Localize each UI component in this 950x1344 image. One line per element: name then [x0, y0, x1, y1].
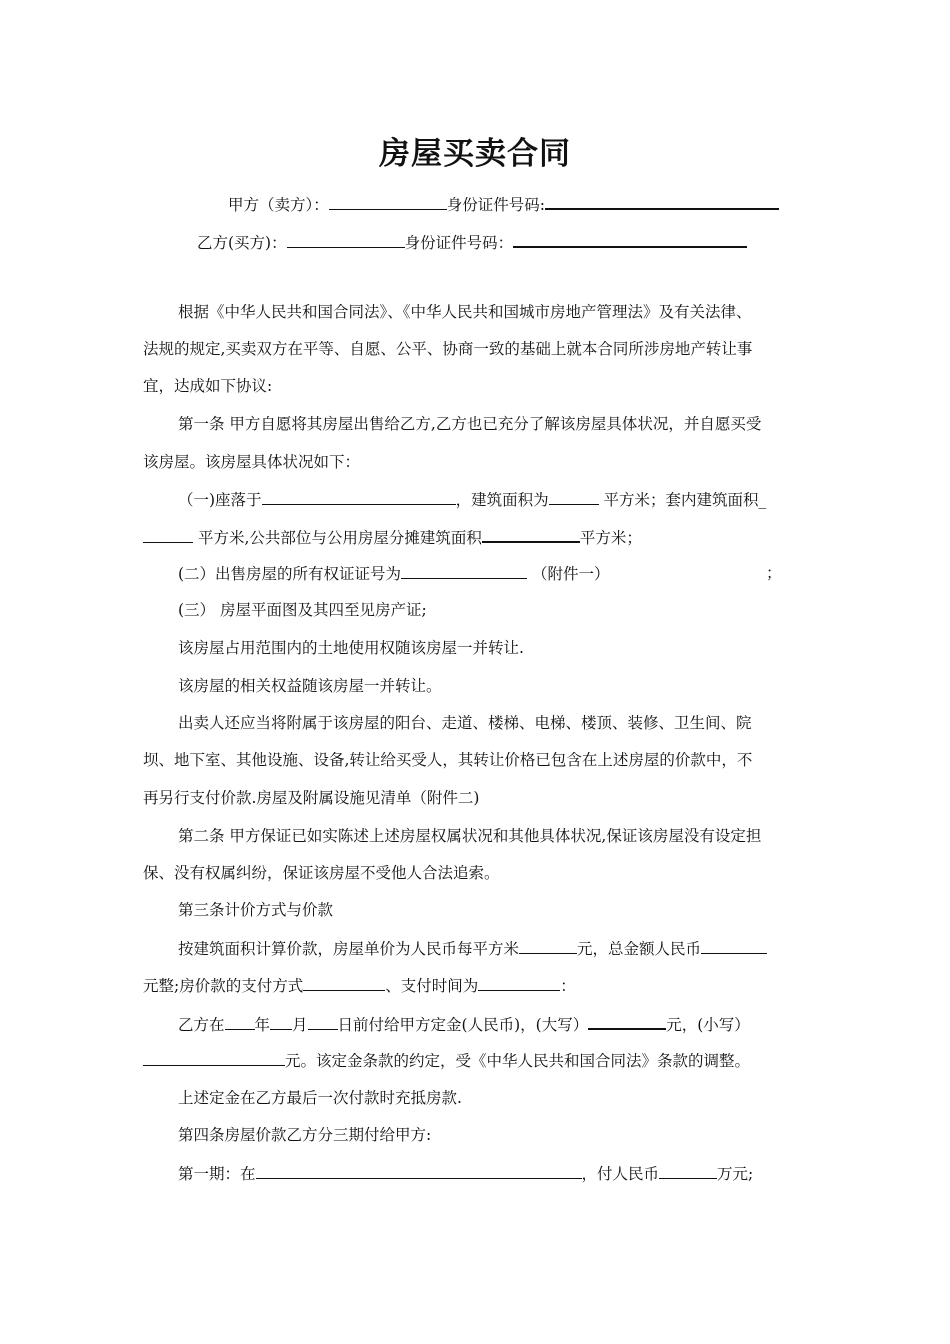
year-label: 年 [254, 1016, 271, 1034]
intro-line-2: 法规的规定,买卖双方在平等、自愿、公平、协商一致的基础上就本合同所涉房地产转让事 [143, 340, 753, 358]
certificate-number-blank[interactable] [401, 563, 527, 579]
total-price-blank[interactable] [701, 938, 767, 954]
inner-area-blank[interactable] [143, 527, 193, 543]
item-1-inner-area-label: 平方米；套内建筑面积_ [603, 491, 767, 509]
month-label: 月 [292, 1016, 308, 1034]
item-2-cert-label: (二）出售房屋的所有权证证号为 [178, 565, 402, 583]
attachments-line-2: 坝、地下室、其他设施、设备,转让给买受人，其转让价格已包含在上述房屋的价款中，不 [143, 751, 753, 769]
item-1-location-label: （一)座落于 [178, 491, 262, 509]
attachments-line-1: 出卖人还应当将附属于该房屋的阳台、走道、楼梯、电梯、楼顶、装修、卫生间、院 [178, 714, 752, 732]
deposit-prefix: 乙方在 [178, 1016, 225, 1034]
article-2-line-2: 保、没有权属纠纷，保证该房屋不受他人合法追索。 [143, 864, 500, 882]
rights-line: 该房屋的相关权益随该房屋一并转让。 [178, 677, 442, 695]
seller-id-label: 身份证件号码: [446, 196, 545, 214]
article-4-heading: 第四条房屋价款乙方分三期付给甲方: [178, 1126, 432, 1144]
article-2-line-1: 第二条 甲方保证已如实陈述上述房屋权属状况和其他具体状况,保证该房屋没有设定担 [178, 827, 762, 845]
payment-time-label: 、支付时间为 [385, 977, 479, 995]
deposit-clause: 元。该定金条款的约定，受《中华人民共和国合同法》条款的调整。 [285, 1052, 751, 1070]
seller-id-blank[interactable] [545, 193, 779, 210]
payment-method-blank[interactable] [303, 975, 385, 991]
payment-time-blank[interactable] [478, 975, 560, 991]
shared-area-blank[interactable] [482, 526, 580, 543]
land-use-line: 该房屋占用范围内的土地使用权随该房屋一并转让. [178, 639, 524, 657]
total-price-label: 元，总金额人民币 [577, 940, 702, 958]
article-1-line-2: 该房屋。该房屋具体状况如下： [143, 453, 361, 471]
first-installment-amount-label: ，付人民币 [581, 1165, 660, 1183]
deposit-offset-line: 上述定金在乙方最后一次付款时充抵房款. [178, 1089, 462, 1107]
item-1-line-2 [143, 526, 642, 548]
payment-method-label: 元整;房价款的支付方式 [143, 977, 304, 995]
item-1-unit: 平方米； [579, 529, 642, 547]
seller-label: 甲方（卖方）： [228, 196, 329, 214]
unit-price-label: 按建筑面积计算价款，房屋单价为人民币每平方米 [178, 940, 520, 958]
article-3-heading: 第三条计价方式与价款 [178, 901, 334, 919]
unit-price-blank[interactable] [519, 938, 577, 954]
item-1-line-1 [178, 489, 766, 510]
item-2-semicolon: ； [766, 564, 782, 582]
deposit-line-2 [143, 1050, 750, 1071]
buyer-id-blank[interactable] [513, 231, 747, 248]
first-installment-date-blank[interactable] [256, 1163, 582, 1179]
first-installment-line [178, 1163, 753, 1184]
deposit-day-blank[interactable] [308, 1014, 338, 1030]
article-3-payment-line [143, 975, 576, 996]
deposit-line-1 [178, 1013, 750, 1035]
seller-line [228, 193, 779, 215]
deposit-lowercase-label: 元，(小写） [666, 1016, 750, 1034]
article-3-price-line [178, 938, 767, 959]
deposit-lowercase-blank[interactable] [143, 1050, 285, 1066]
buyer-label: 乙方(买方)： [197, 234, 287, 252]
deposit-month-blank[interactable] [270, 1014, 292, 1030]
buyer-id-label: 身份证件号码： [404, 234, 514, 252]
deposit-uppercase-label: 日前付给甲方定金(人民币)，(大写） [337, 1016, 589, 1034]
attachments-line-3: 再另行支付价款.房屋及附属设施见清单（附件二) [143, 789, 480, 807]
deposit-uppercase-blank[interactable] [588, 1013, 666, 1030]
buyer-name-blank[interactable] [287, 232, 405, 248]
first-installment-label: 第一期：在 [178, 1165, 256, 1183]
item-2-attachment: （附件一） [532, 565, 610, 583]
intro-line-3: 宜，达成如下协议: [143, 377, 273, 395]
deposit-year-blank[interactable] [225, 1014, 255, 1030]
payment-colon: ： [560, 977, 576, 995]
item-2-line [178, 563, 610, 584]
area-blank[interactable] [549, 489, 599, 505]
intro-line-1: 根据《中华人民共和国合同法》、《中华人民共和国城市房地产管理法》及有关法律、 [178, 303, 752, 321]
item-1-shared-area-label: 平方米,公共部位与公用房屋分摊建筑面积 [197, 529, 482, 547]
item-1-area-label: ，建筑面积为 [455, 491, 549, 509]
buyer-line [197, 231, 747, 253]
seller-name-blank[interactable] [329, 194, 447, 210]
first-installment-amount-blank[interactable] [659, 1163, 717, 1179]
article-1-line-1: 第一条 甲方自愿将其房屋出售给乙方,乙方也已充分了解该房屋具体状况，并自愿买受 [178, 415, 762, 433]
location-blank[interactable] [262, 489, 456, 505]
item-3-line: (三） 房屋平面图及其四至见房产证; [178, 601, 427, 619]
first-installment-unit: 万元; [717, 1165, 754, 1183]
document-title: 房屋买卖合同 [379, 136, 571, 172]
